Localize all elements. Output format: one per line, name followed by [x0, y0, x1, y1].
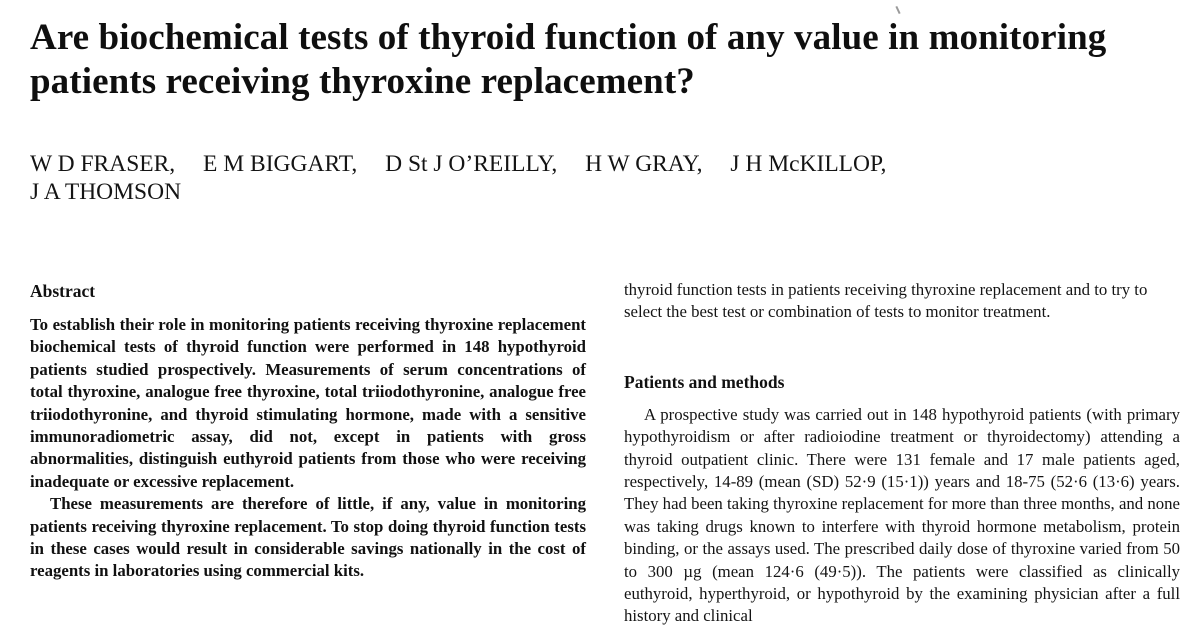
methods-paragraph: A prospective study was carried out in 148 hypothyroid patients (with primary hypothyroidism or after radioiodine treatment or thyroidectomy) attending a thyroid outpatient clinic. There were 131 female and 17 male patients aged, respectively, 14-89 (mean (SD) 52·9 (15·1)) years and 18-75 (52·6 (13·6) years. They had been taking thyroxine replacement for more than three months, and none was taking drugs known to interfere with thyroid hormone metabolism, protein binding, or the assays used. The prescribed daily dose of thyroxine varied from 50 to 300 µg (mean 124·6 (49·5)). The patients were classified as clinically euthyroid, hyperthyroid, or hypothyroid by the examining physician after a full history and clinical [624, 404, 1180, 626]
author-name: J H McKILLOP, [730, 151, 887, 177]
abstract-paragraph: These measurements are therefore of little, if any, value in monitoring patients receiving thyroxine replacement. To stop doing thyroid function tests in these cases would result in considerable savings nationally in the cost of reagents in laboratories using commercial kits. [30, 494, 586, 581]
author-list [30, 150, 1150, 206]
body-column [624, 279, 1180, 628]
author-name: H W GRAY, [585, 151, 703, 177]
author-name: W D FRASER, [30, 151, 176, 177]
methods-heading: Patients and methods [624, 371, 785, 392]
article-title: Are biochemical tests of thyroid function of any value in monitoring patients receiving thyroxine replacement? [30, 17, 1107, 102]
continued-paragraph: thyroid function tests in patients receiving thyroxine replacement and to try to select the best test or combination of tests to monitor treatment. [624, 280, 1148, 322]
scan-mark [895, 6, 900, 14]
author-name: E M BIGGART, [203, 151, 358, 177]
abstract-column [30, 279, 586, 583]
author-name: J A THOMSON [30, 179, 182, 205]
author-name: D St J O’REILLY, [385, 151, 558, 177]
abstract-heading: Abstract [30, 281, 96, 301]
abstract-paragraph: To establish their role in monitoring patients receiving thyroxine replacement biochemical tests of thyroid function were performed in 148 hypothyroid patients studied prospectively. Measurements of serum concentrations of total thyroxine, analogue free thyroxine, total triiodothyronine, analogue free triiodothyronine, and thyroid stimulating hormone, made with a sensitive immunoradiometric assay, did not, except in patients with gross abnormalities, distinguish euthyroid patients from those who were receiving inadequate or excessive replacement. [30, 315, 586, 491]
